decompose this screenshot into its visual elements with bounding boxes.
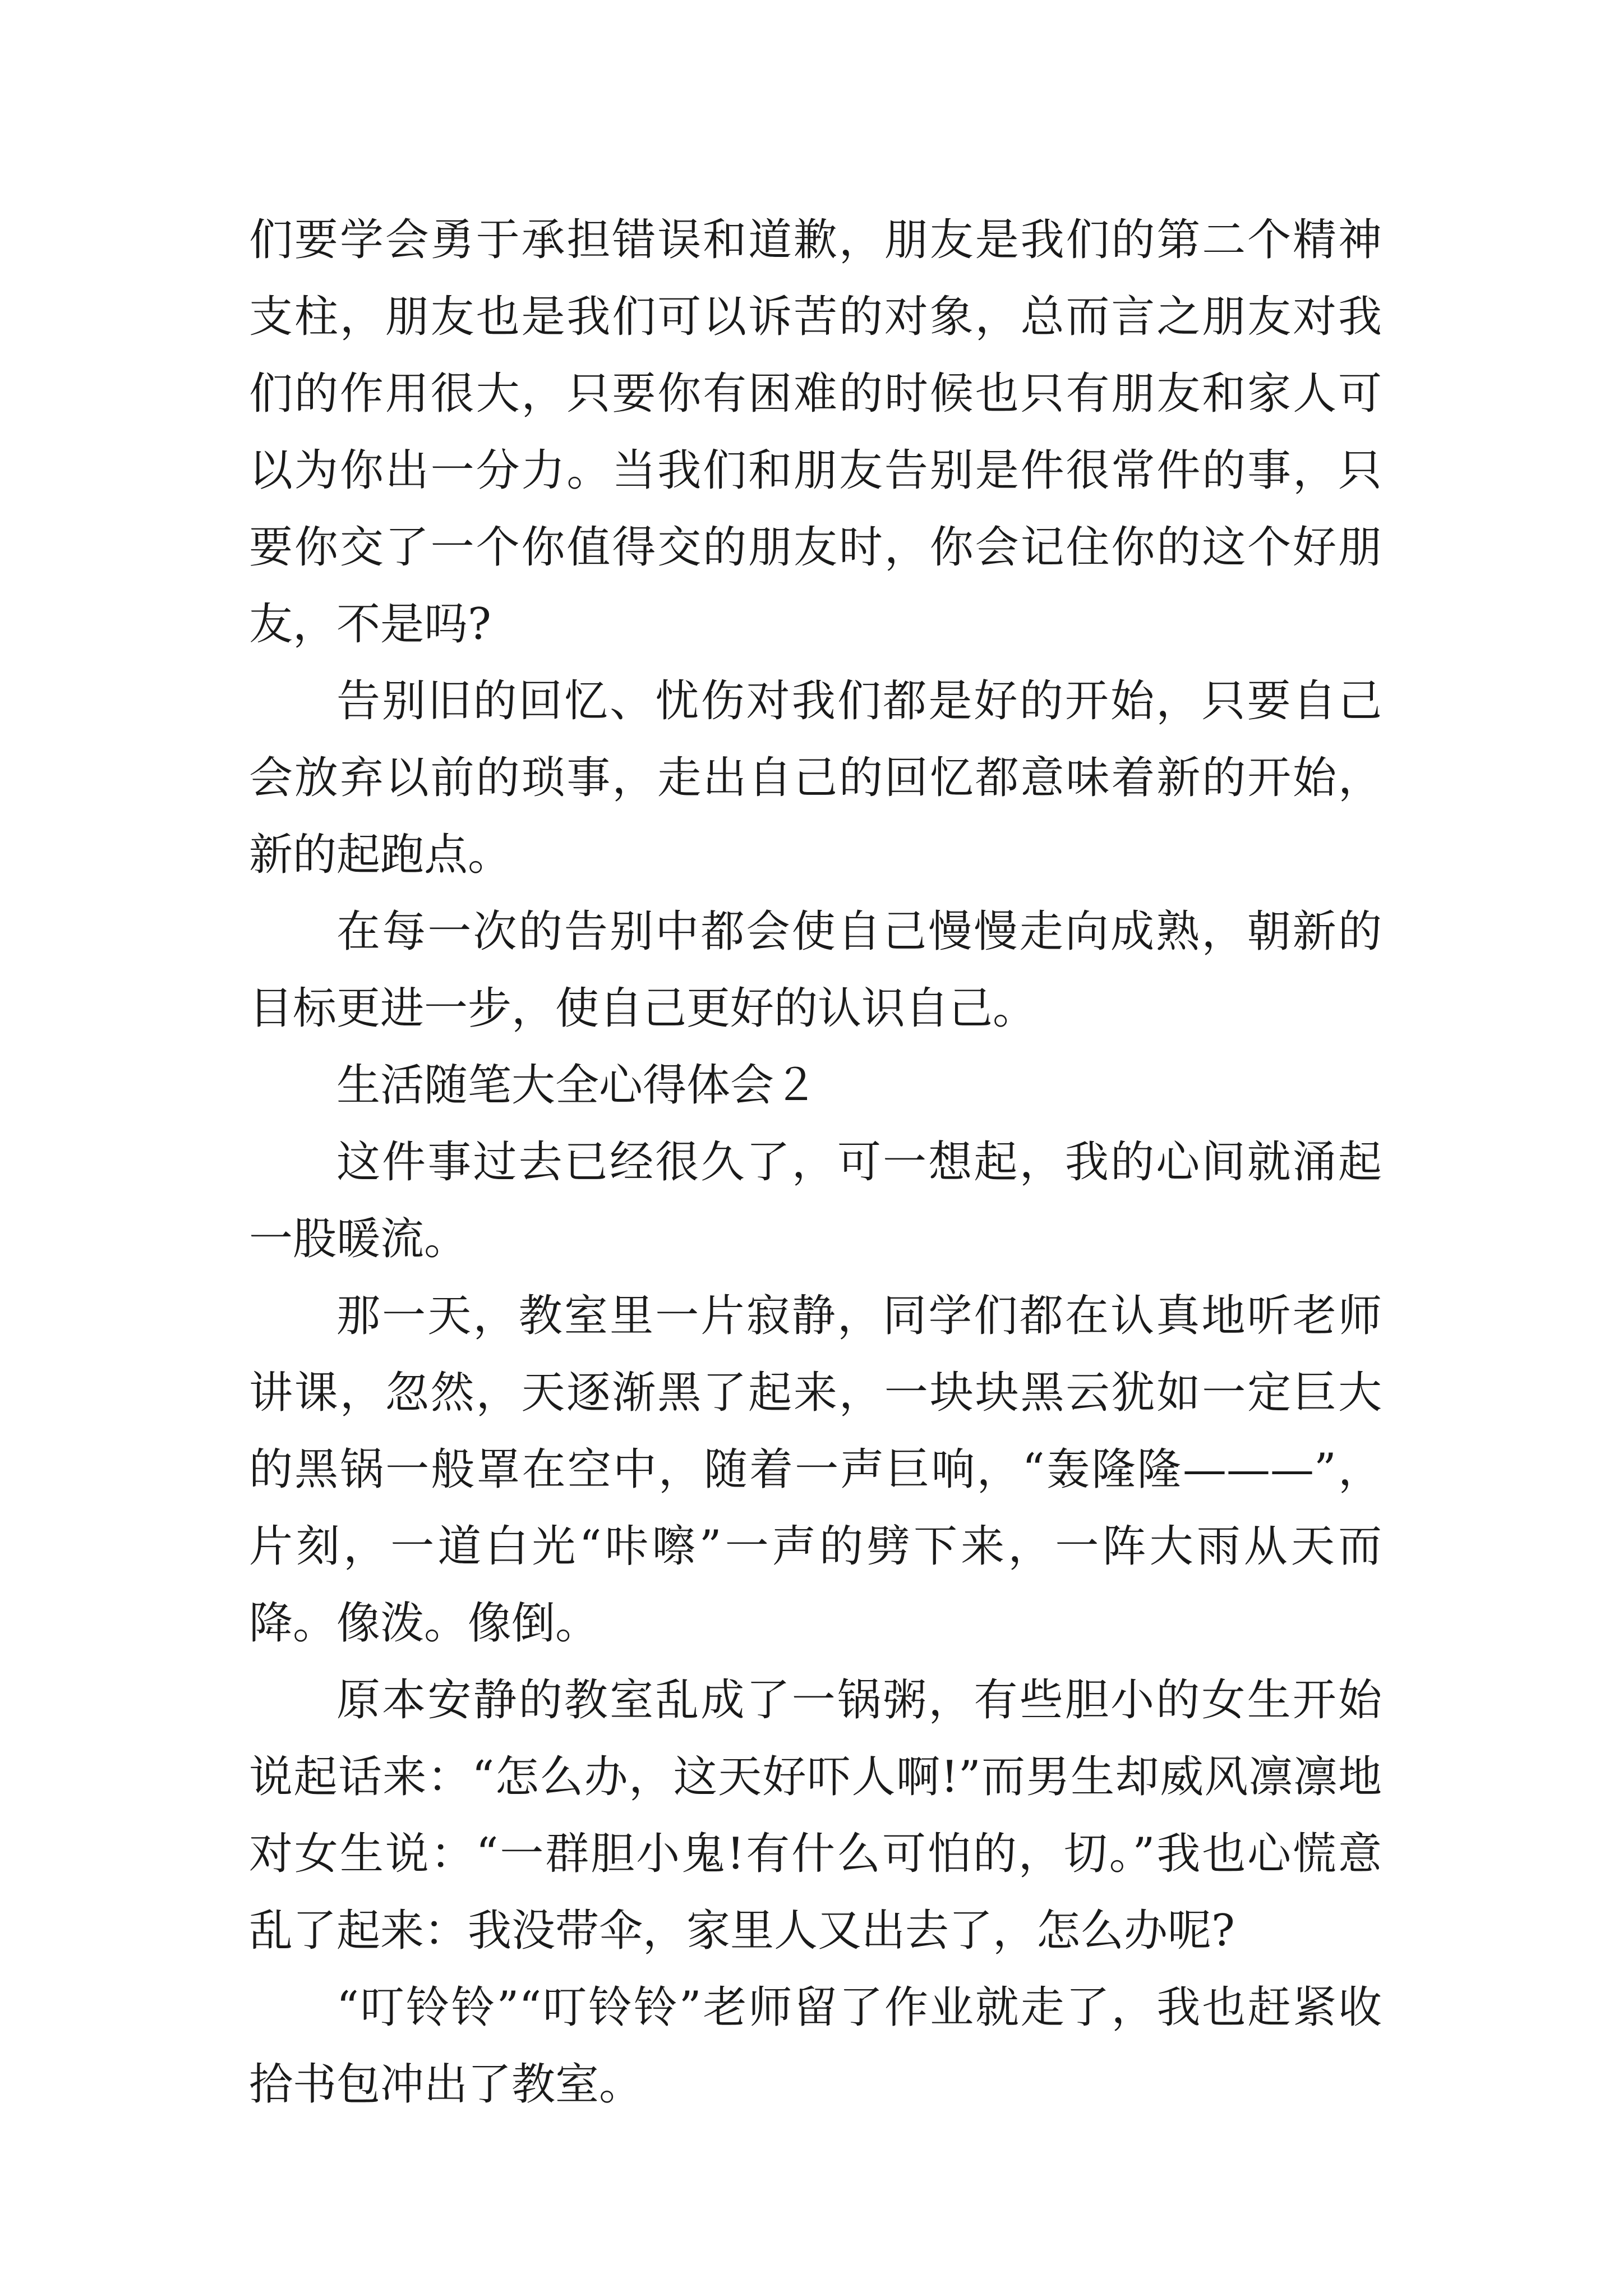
- paragraph: 这件事过去已经很久了，可一想起，我的心间就涌起一股暖流。: [249, 1137, 1382, 1264]
- paragraph: “叮铃铃”“叮铃铃”老师留了作业就走了，我也赶紧收拾书包冲出了教室。: [249, 1982, 1382, 2110]
- paragraph: 告别旧的回忆、忧伤对我们都是好的开始，只要自己会放弃以前的琐事，走出自己的回忆都意味着新的开始，新的起跑点。: [249, 676, 1382, 880]
- section-heading: 生活随笔大全心得体会２: [336, 1060, 818, 1111]
- paragraph: 那一天，教室里一片寂静，同学们都在认真地听老师讲课，忽然，天逐渐黑了起来，一块块黑云犹如一定巨大的黑锅一般罩在空中，随着一声巨响，“轰隆隆———”，片刻，一道白光“咔嚓”一声的劈下来，一阵大雨从天而降。像泼。像倒。: [249, 1291, 1382, 1649]
- paragraph: 在每一次的告别中都会使自己慢慢走向成熟，朝新的目标更进一步，使自己更好的认识自己。: [249, 907, 1382, 1034]
- paragraph: 原本安静的教室乱成了一锅粥，有些胆小的女生开始说起话来：“怎么办，这天好吓人啊!”而男生却威风凛凛地对女生说：“一群胆小鬼!有什么可怕的，切。”我也心慌意乱了起来：我没带伞，家里人又出去了，怎么办呢?: [249, 1675, 1382, 1956]
- document-body: [249, 202, 1382, 2123]
- paragraph-continuation: 们要学会勇于承担错误和道歉，朋友是我们的第二个精神支柱，朋友也是我们可以诉苦的对象，总而言之朋友对我们的作用很大，只要你有困难的时候也只有朋友和家人可以为你出一分力。当我们和朋友告别是件很常件的事，只要你交了一个你值得交的朋友时，你会记住你的这个好朋友，不是吗?: [249, 215, 1382, 650]
